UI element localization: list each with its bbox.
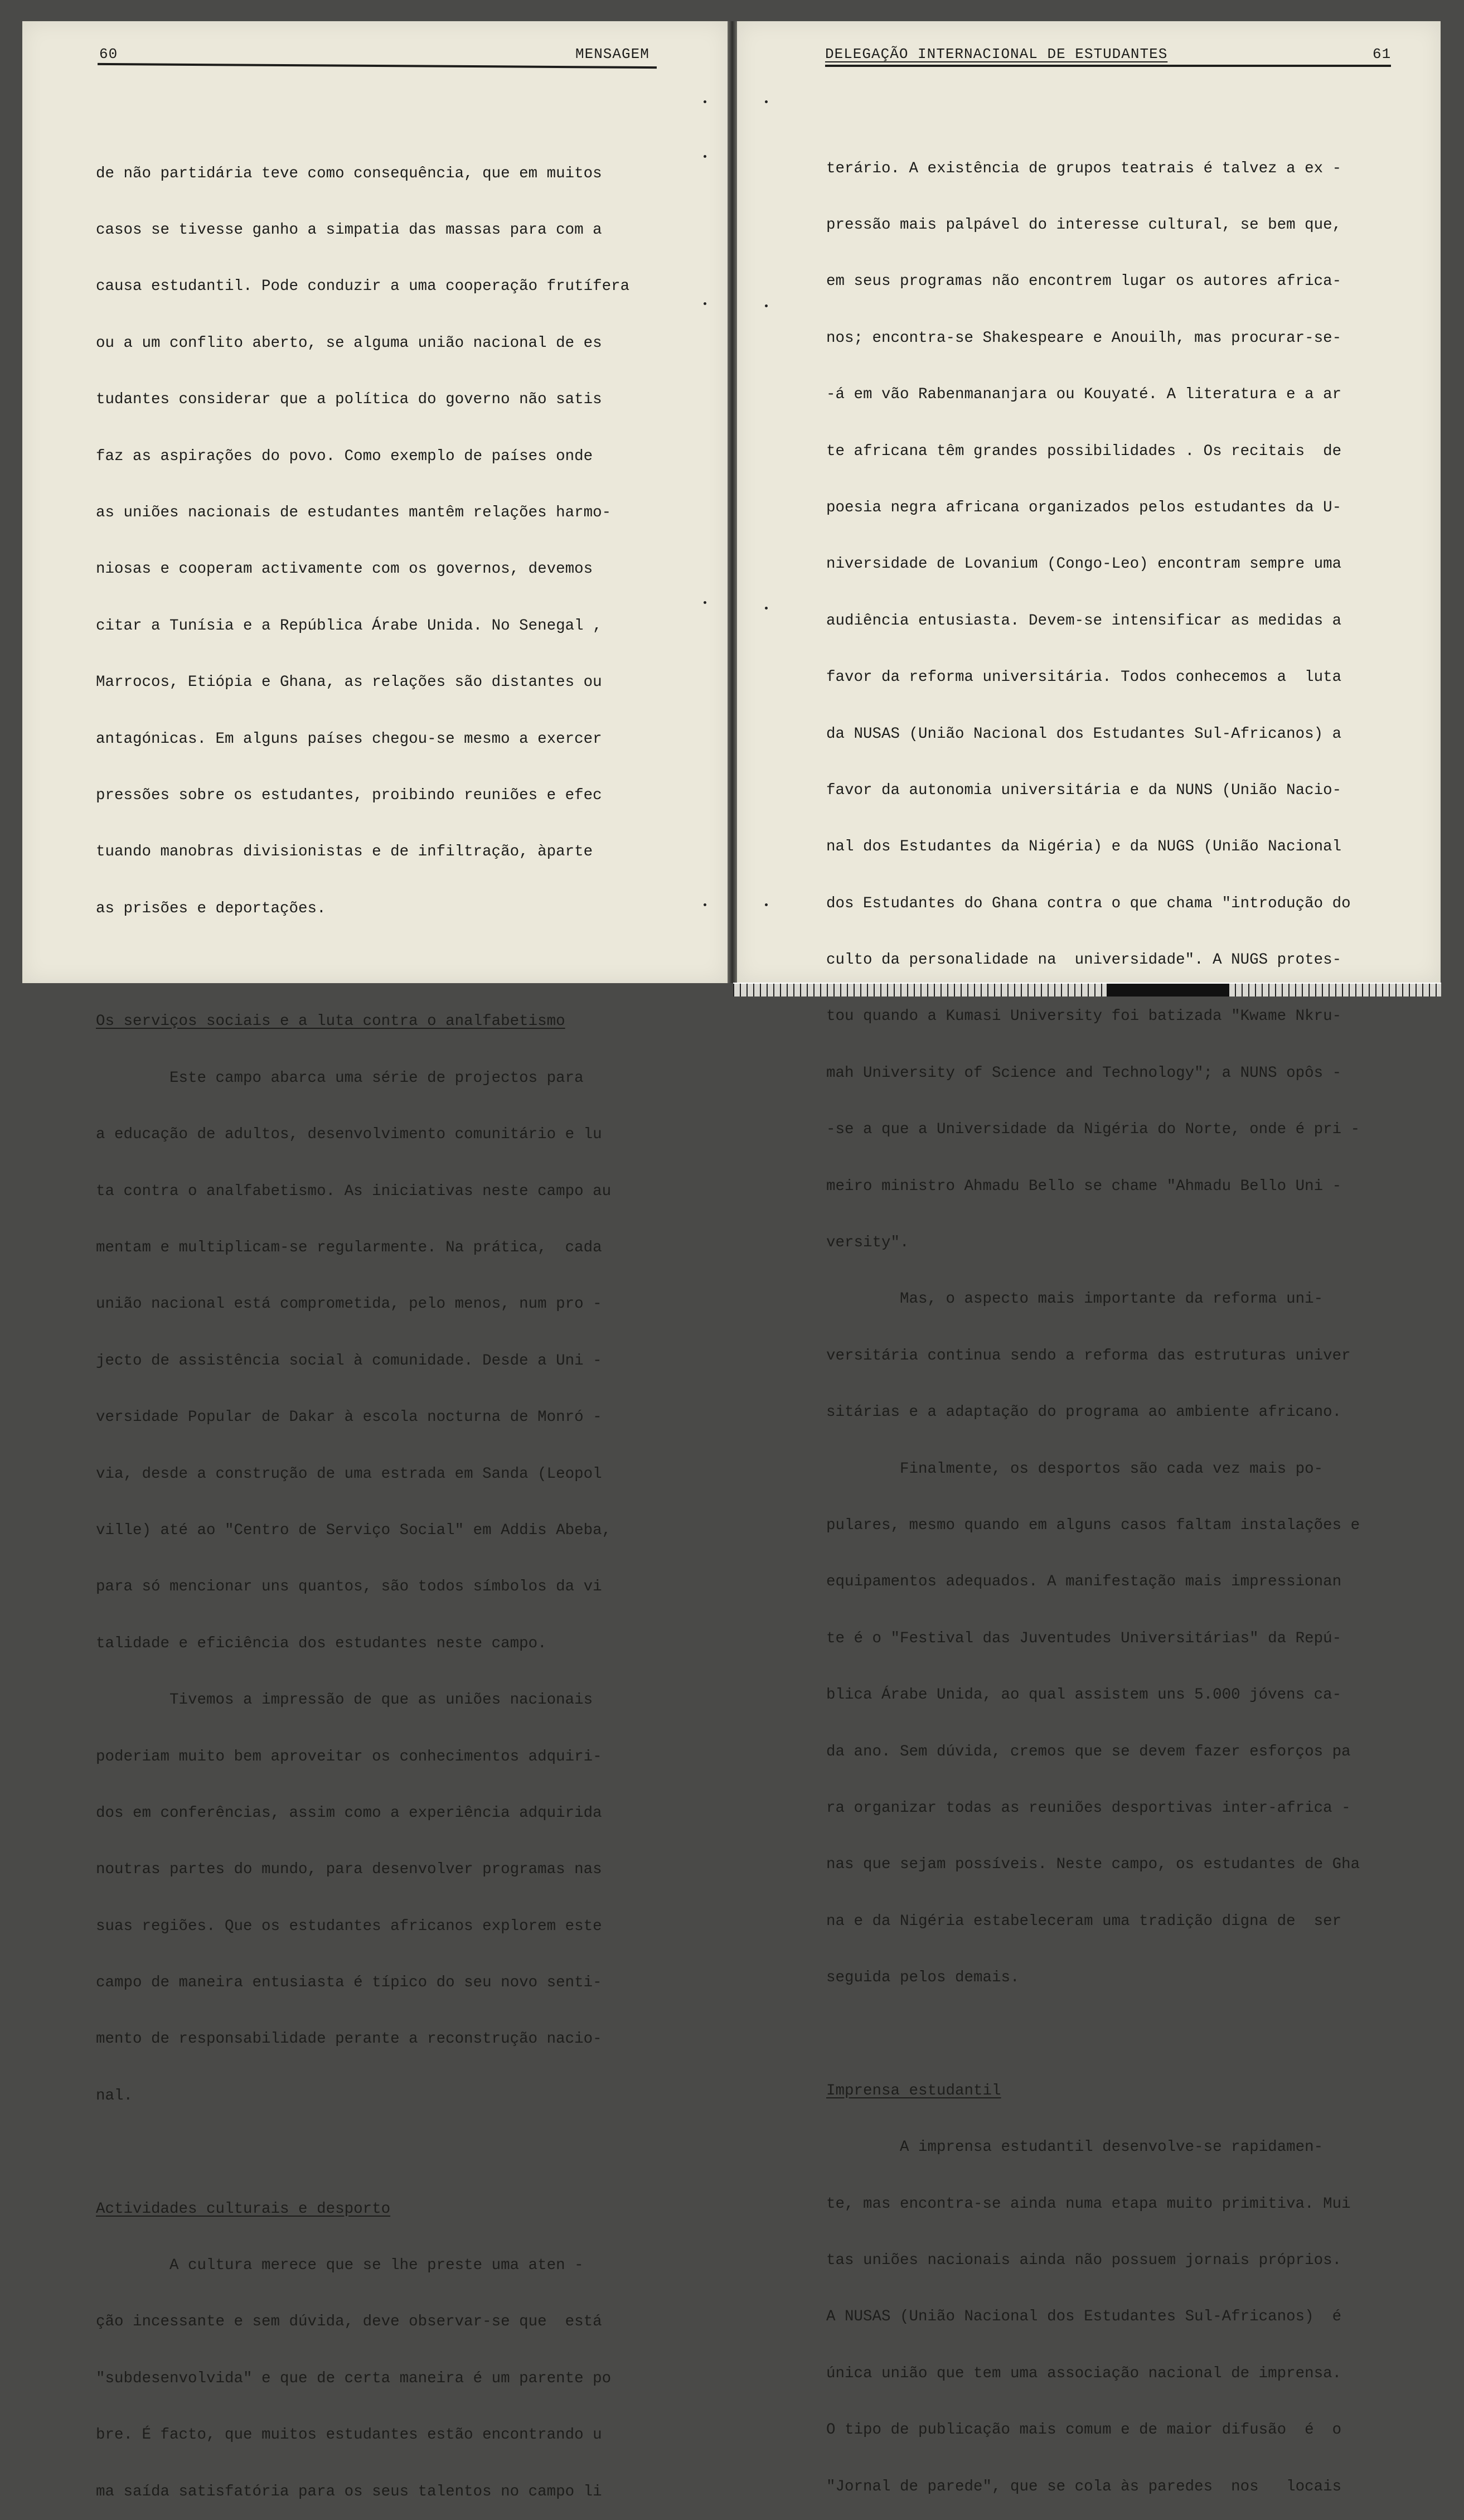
text-line: blica Árabe Unida, ao qual assistem uns 5.000 jóvens ca- <box>826 1686 1342 1704</box>
text-line: A cultura merece que se lhe preste uma aten - <box>96 2257 584 2275</box>
text-line: pulares, mesmo quando em alguns casos faltam instalações e <box>826 1516 1360 1534</box>
text-line: ra organizar todas as reuniões desportivas inter-africa - <box>826 1799 1351 1817</box>
binding-dot <box>765 903 768 906</box>
right-header-rule <box>825 65 1391 67</box>
text-line: poderiam muito bem aproveitar os conhecimentos adquiri- <box>96 1748 602 1766</box>
text-line: -á em vão Rabenmananjara ou Kouyaté. A literatura e a ar <box>826 386 1342 404</box>
text-line: versidade Popular de Dakar à escola nocturna de Monró - <box>96 1409 602 1426</box>
text-line: ta contra o analfabetismo. As iniciativas neste campo au <box>96 1182 612 1200</box>
text-line: dos em conferências, assim como a experiência adquirida <box>96 1804 602 1822</box>
text-line: sitárias e a adaptação do programa ao ambiente africano. <box>826 1404 1342 1421</box>
text-line: ção incessante e sem dúvida, deve observar-se que está <box>96 2313 602 2331</box>
text-line: de não partidária teve como consequência, que em muitos <box>96 165 602 182</box>
text-line: união nacional está comprometida, pelo menos, num pro - <box>96 1295 602 1313</box>
text-line: Mas, o aspecto mais importante da reforma uni- <box>826 1290 1324 1308</box>
text-line: via, desde a construção de uma estrada em Sanda (Leopol <box>96 1465 602 1483</box>
text-line: mentam e multiplicam-se regularmente. Na prática, cada <box>96 1239 602 1257</box>
text-line: citar a Tunísia e a República Árabe Unida. No Senegal , <box>96 617 602 635</box>
text-line: Finalmente, os desportos são cada vez mais po- <box>826 1460 1324 1478</box>
text-line: da ano. Sem dúvida, cremos que se devem fazer esforços pa <box>826 1743 1351 1760</box>
text-line: para só mencionar uns quantos, são todos símbolos da vi <box>96 1578 602 1596</box>
text-line: A imprensa estudantil desenvolve-se rapidamen- <box>826 2139 1324 2156</box>
text-line: nal dos Estudantes da Nigéria) e da NUGS (União Nacional <box>826 838 1342 856</box>
left-running-head: MENSAGEM <box>575 46 649 62</box>
blank-line <box>96 956 629 975</box>
text-line: as uniões nacionais de estudantes mantêm relações harmo- <box>96 504 612 521</box>
text-line: única união que tem uma associação nacional de imprensa. <box>826 2364 1342 2382</box>
text-line: tudantes considerar que a política do governo não satis <box>96 391 602 409</box>
text-line: Este campo abarca uma série de projectos para <box>96 1069 584 1087</box>
section-heading-social-services: Os serviços sociais e a luta contra o analfabetismo <box>96 1013 565 1031</box>
text-line: em seus programas não encontrem lugar os autores africa- <box>826 273 1342 291</box>
binding-dot <box>704 100 706 103</box>
text-line: te, mas encontra-se ainda numa etapa muito primitiva. Mui <box>826 2195 1351 2213</box>
left-page-number: 60 <box>99 46 118 62</box>
ruler-dark-segment <box>1107 984 1229 997</box>
right-text-column <box>826 122 1360 2515</box>
text-line: ville) até ao "Centro de Serviço Social" em Addis Abeba, <box>96 1521 612 1539</box>
text-line: mah University of Science and Technology"; a NUNS opôs - <box>826 1064 1342 1082</box>
blank-line <box>96 2143 629 2162</box>
text-line: noutras partes do mundo, para desenvolver programas nas <box>96 1861 602 1879</box>
text-line: casos se tivesse ganho a simpatia das massas para com a <box>96 221 602 239</box>
text-line: a educação de adultos, desenvolvimento comunitário e lu <box>96 1126 602 1144</box>
text-line: "subdesenvolvida" e que de certa maneira é um parente po <box>96 2369 612 2387</box>
text-line: tou quando a Kumasi University foi batizada "Kwame Nkru- <box>826 1008 1342 1026</box>
text-line: A NUSAS (União Nacional dos Estudantes Sul-Africanos) é <box>826 2308 1342 2326</box>
text-line: causa estudantil. Pode conduzir a uma cooperação frutífera <box>96 278 630 296</box>
text-line: audiência entusiasta. Devem-se intensificar as medidas a <box>826 612 1342 630</box>
text-line: talidade e eficiência dos estudantes neste campo. <box>96 1634 547 1652</box>
left-text-column <box>96 127 629 2520</box>
text-line: na e da Nigéria estabeleceram uma tradição digna de ser <box>826 1912 1342 1930</box>
text-line: te africana têm grandes possibilidades . Os recitais de <box>826 442 1342 460</box>
binding-dot <box>704 601 706 604</box>
binding-dot <box>765 607 768 610</box>
text-line: meiro ministro Ahmadu Bello se chame "Ahmadu Bello Uni - <box>826 1177 1342 1195</box>
text-line: versitária continua sendo a reforma das estruturas univer <box>826 1347 1351 1365</box>
text-line: nos; encontra-se Shakespeare e Anouilh, mas procurar-se- <box>826 329 1342 347</box>
text-line: versity". <box>826 1234 909 1252</box>
text-line: niosas e cooperam activamente com os governos, devemos <box>96 560 593 578</box>
text-line: ma saída satisfatória para os seus talentos no campo li <box>96 2483 602 2500</box>
text-line: Tivemos a impressão de que as uniões nacionais <box>96 1691 593 1709</box>
text-line: favor da autonomia universitária e da NUNS (União Nacio- <box>826 781 1342 799</box>
text-line: as prisões e deportações. <box>96 899 326 917</box>
binding-dot <box>765 100 768 103</box>
text-line: culto da personalidade na universidade". A NUGS protes- <box>826 951 1342 969</box>
blank-line <box>826 2025 1360 2044</box>
text-line: antagónicas. Em alguns países chegou-se mesmo a exercer <box>96 730 602 748</box>
book-gutter <box>728 21 737 983</box>
text-line: equipamentos adequados. A manifestação mais impressionan <box>826 1573 1342 1591</box>
binding-dot <box>704 155 706 158</box>
text-line: dos Estudantes do Ghana contra o que chama "introdução do <box>826 894 1351 912</box>
text-line: O tipo de publicação mais comum e de maior difusão é o <box>826 2421 1342 2439</box>
text-line: faz as aspirações do povo. Como exemplo de países onde <box>96 447 593 465</box>
right-running-head: DELEGAÇÃO INTERNACIONAL DE ESTUDANTES <box>825 46 1168 62</box>
text-line: nal. <box>96 2087 133 2105</box>
text-line: suas regiões. Que os estudantes africanos explorem este <box>96 1917 602 1935</box>
text-line: -se a que a Universidade da Nigéria do Norte, onde é pri - <box>826 1121 1360 1139</box>
section-heading-student-press: Imprensa estudantil <box>826 2082 1001 2100</box>
scale-ruler <box>733 983 1441 997</box>
text-line: bre. É facto, que muitos estudantes estão encontrando u <box>96 2426 602 2444</box>
text-line: Marrocos, Etiópia e Ghana, as relações são distantes ou <box>96 674 602 691</box>
text-line: "Jornal de parede", que se cola às paredes nos locais <box>826 2478 1342 2495</box>
text-line: ou a um conflito aberto, se alguma união nacional de es <box>96 334 602 352</box>
binding-dot <box>704 302 706 305</box>
text-line: jecto de assistência social à comunidade. Desde a Uni - <box>96 1352 602 1370</box>
right-page-number: 61 <box>1373 46 1392 62</box>
text-line: campo de maneira entusiasta é típico do seu novo senti- <box>96 1974 602 1992</box>
binding-dot <box>704 903 706 906</box>
text-line: tas uniões nacionais ainda não possuem jornais próprios. <box>826 2252 1342 2270</box>
text-line: nas que sejam possíveis. Neste campo, os estudantes de Gha <box>826 1856 1360 1874</box>
text-line: poesia negra africana organizados pelos estudantes da U- <box>826 499 1342 516</box>
text-line: favor da reforma universitária. Todos conhecemos a luta <box>826 669 1342 686</box>
text-line: te é o "Festival das Juventudes Universitárias" da Repú- <box>826 1629 1342 1647</box>
text-line: tuando manobras divisionistas e de infiltração, àparte <box>96 843 593 861</box>
text-line: da NUSAS (União Nacional dos Estudantes Sul-Africanos) a <box>826 725 1342 743</box>
text-line: niversidade de Lovanium (Congo-Leo) encontram sempre uma <box>826 555 1342 573</box>
text-line: pressões sobre os estudantes, proibindo reuniões e efec <box>96 786 602 804</box>
text-line: seguida pelos demais. <box>826 1969 1020 1987</box>
text-line: pressão mais palpável do interesse cultural, se bem que, <box>826 216 1342 234</box>
binding-dot <box>765 304 768 307</box>
text-line: mento de responsabilidade perante a reconstrução nacio- <box>96 2030 602 2048</box>
section-heading-cultural-activities: Actividades culturais e desporto <box>96 2200 391 2218</box>
text-line: terário. A existência de grupos teatrais é talvez a ex - <box>826 159 1342 177</box>
